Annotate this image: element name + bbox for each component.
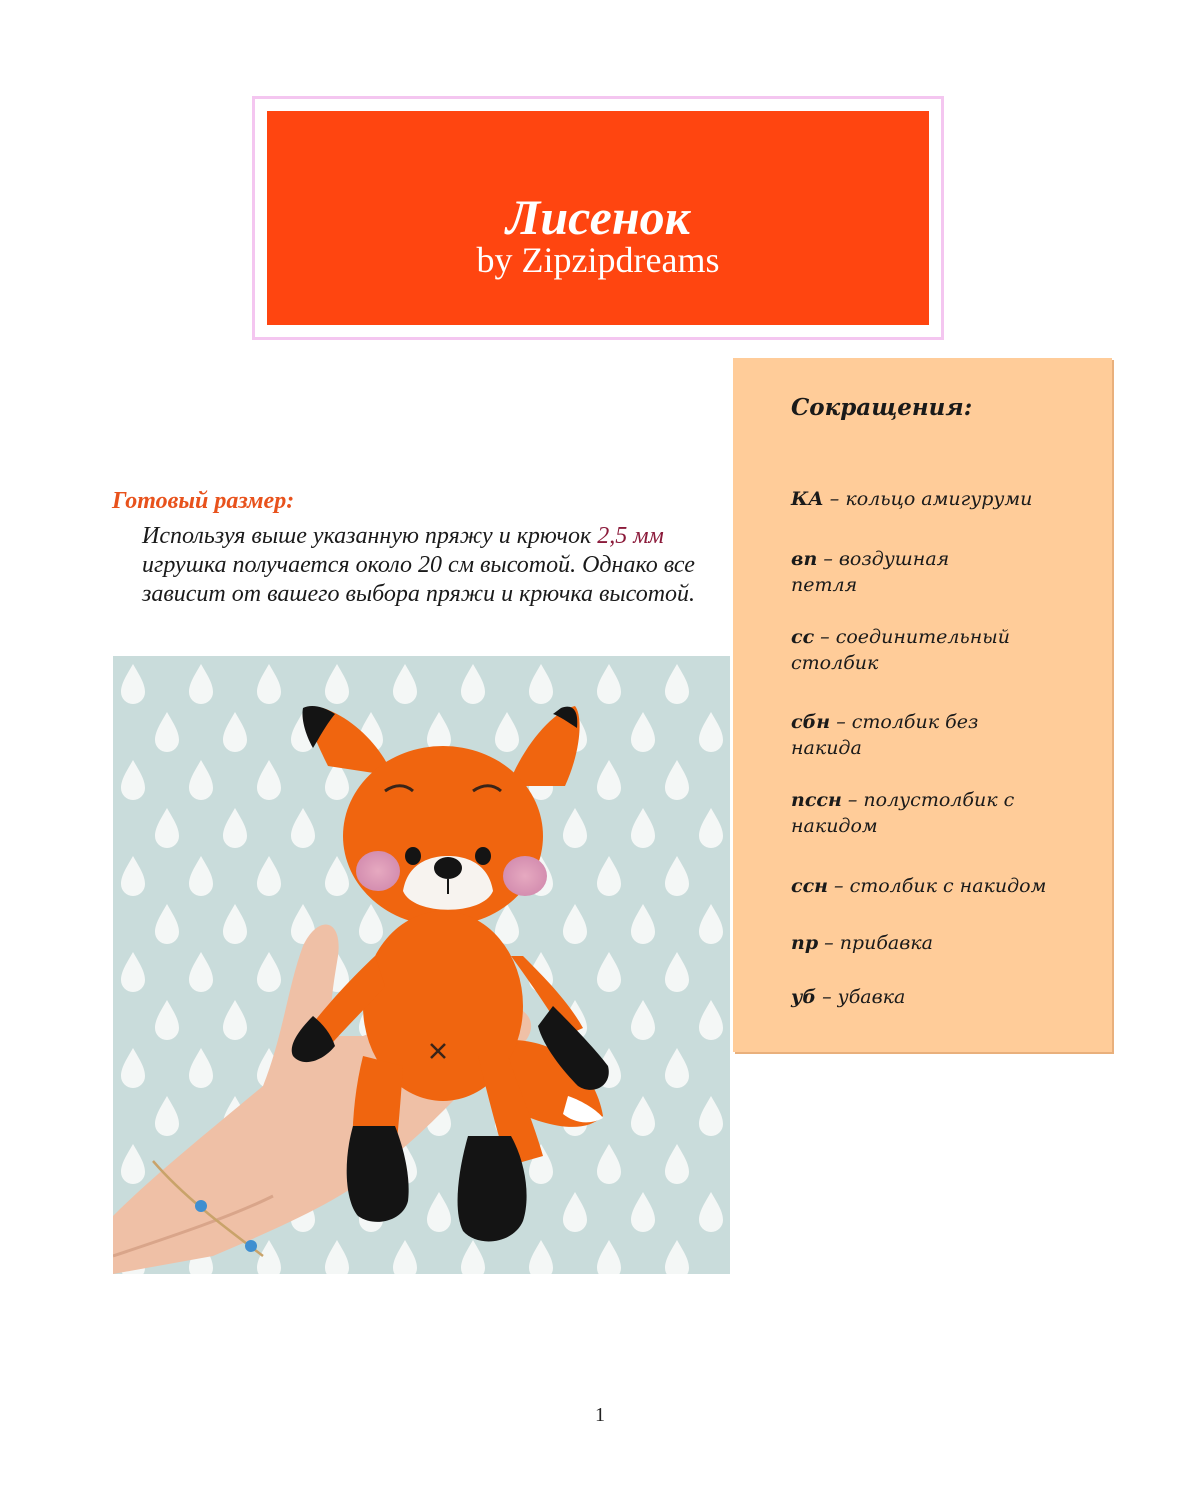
abbreviations-panel: [733, 358, 1112, 1052]
abbreviation-meaning: – воздушная петля: [791, 548, 950, 596]
abbreviation-item: [791, 624, 1031, 676]
abbreviation-meaning: – столбик с накидом: [828, 875, 1047, 897]
fox-toy-photo: [113, 656, 730, 1274]
abbreviation-code: сс: [791, 626, 815, 648]
finished-size-heading: Готовый размер:: [112, 488, 295, 514]
abbreviation-code: КА: [791, 488, 824, 510]
finished-size-text-after: игрушка получается около 20 см высотой. Однако все зависит от вашего выбора пряжи и крючка высотой.: [142, 552, 696, 607]
title-banner-frame: [252, 96, 944, 340]
finished-size-text: [142, 522, 717, 609]
abbreviation-item: [791, 709, 1001, 761]
abbreviation-item: [791, 984, 1081, 1010]
abbreviation-meaning: – столбик без накида: [791, 711, 979, 759]
abbreviations-heading: Сокращения:: [791, 394, 973, 421]
abbreviation-item: [791, 787, 1041, 839]
document-title: Лисенок: [506, 189, 690, 245]
abbreviation-code: уб: [791, 986, 817, 1008]
page-number: 1: [595, 1404, 605, 1426]
abbreviation-meaning: – кольцо амигуруми: [823, 488, 1033, 510]
abbreviation-item: [791, 930, 1081, 956]
abbreviation-item: [791, 486, 1081, 512]
abbreviation-item: [791, 873, 1081, 899]
abbreviation-code: пссн: [791, 789, 842, 811]
abbreviation-meaning: – полустолбик с накидом: [791, 789, 1015, 837]
title-banner: [267, 111, 929, 325]
abbreviation-code: вп: [791, 548, 818, 570]
abbreviation-meaning: – убавка: [816, 986, 906, 1008]
abbreviation-item: [791, 546, 991, 598]
hook-size: 2,5 мм: [597, 523, 664, 549]
abbreviation-code: пр: [791, 932, 819, 954]
abbreviation-code: ссн: [791, 875, 828, 897]
abbreviation-code: сбн: [791, 711, 831, 733]
finished-size-text-before: Используя выше указанную пряжу и крючок: [142, 523, 598, 549]
document-author: by Zipzipdreams: [476, 240, 720, 280]
abbreviation-meaning: – соединительный столбик: [791, 626, 1011, 674]
abbreviation-meaning: – прибавка: [818, 932, 933, 954]
